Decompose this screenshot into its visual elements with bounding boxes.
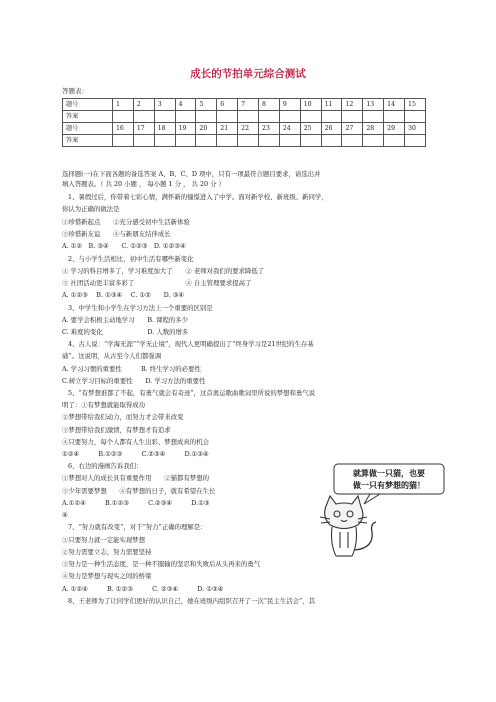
question-number-cell: 16 (113, 123, 134, 135)
question-number-cell: 13 (363, 99, 384, 111)
text-line: ③少年需要梦想 ④有梦想的日子，就有希望在生长 (62, 487, 216, 495)
question-number-cell: 10 (300, 99, 321, 111)
answer-cell[interactable] (405, 135, 426, 147)
cat-cartoon (300, 462, 450, 562)
row-header-cell: 答案 (63, 135, 113, 147)
question-number-cell: 2 (133, 99, 154, 111)
answer-cell[interactable] (217, 135, 238, 147)
text-line: 6、右边的漫画告诉我们： (68, 462, 143, 470)
text-line: A. 要学会积极主动地学习 B. 课程的多少 (62, 316, 189, 324)
text-line: ④努力是梦想与现实之间的桥梁 (62, 572, 152, 580)
text-line: ① 学习的科目增多了，学习难度加大了 ② 老师对我们的要求降低了 (62, 267, 265, 275)
answer-table-row (63, 99, 426, 111)
answer-cell[interactable] (342, 135, 363, 147)
text-line: 4、古人说：“学海无涯”“学无止境”，现代人更明确提出了“终身学习是21世纪的生存基 (68, 340, 314, 348)
row-header-cell: 题号 (63, 123, 113, 135)
question-number-cell: 27 (342, 123, 363, 135)
text-line: C.树立学习目标的重要性 D. 学习方法的重要性 (62, 377, 206, 385)
answer-table (62, 98, 426, 147)
question-number-cell: 1 (113, 99, 134, 111)
question-number-cell: 21 (217, 123, 238, 135)
answer-cell[interactable] (259, 135, 280, 147)
answer-cell[interactable] (363, 111, 384, 123)
answer-table-row (63, 123, 426, 135)
text-line: A. 学习习惯的重要性 B. 终生学习的必要性 (62, 365, 201, 373)
speech-bubble-line2: 做一只有梦想的猫！ (353, 481, 425, 490)
text-line: ④只要努力，每个人都有人生出彩、梦想成真的机会 (62, 438, 209, 446)
question-number-cell: 15 (405, 99, 426, 111)
answer-table-label: 答题表： (62, 87, 88, 95)
answer-table-row (63, 111, 426, 123)
answer-cell[interactable] (279, 135, 300, 147)
answer-cell[interactable] (175, 135, 196, 147)
answer-cell[interactable] (279, 111, 300, 123)
answer-cell[interactable] (113, 135, 134, 147)
text-line: 你认为正确的做法是 (62, 205, 120, 213)
text-line: ④ (62, 511, 68, 519)
text-line: ③努力是一种生活态度，是一种不服输的坚忍和失败后从头再来的勇气 (62, 560, 261, 568)
answer-cell[interactable] (217, 111, 238, 123)
question-number-cell: 7 (238, 99, 259, 111)
answer-cell[interactable] (300, 111, 321, 123)
text-line: ①珍惜新起点 ②充分感受初中生活新体验 (62, 218, 190, 226)
answer-table-row (63, 135, 426, 147)
text-line: ①梦想对人的成长具有重要作用 ②猫都有梦想的 (62, 474, 209, 482)
text-line: C. 难度的变化 D. 人数的增多 (62, 328, 189, 336)
answer-cell[interactable] (154, 111, 175, 123)
answer-cell[interactable] (259, 111, 280, 123)
text-line: 明了：①有梦想就能取得成功 (62, 401, 146, 409)
question-number-cell: 25 (300, 123, 321, 135)
answer-cell[interactable] (196, 111, 217, 123)
question-number-cell: 22 (238, 123, 259, 135)
question-number-cell: 14 (384, 99, 405, 111)
answer-cell[interactable] (154, 135, 175, 147)
text-line: ③珍惜新友谊 ④与新朋友结伴成长 (62, 230, 171, 238)
question-number-cell: 9 (279, 99, 300, 111)
answer-cell[interactable] (405, 111, 426, 123)
text-line: 8、王老师为了让同学们更好的认识自己，她在班级内组织召开了一次“民主生活会”，其 (68, 597, 316, 605)
answer-cell[interactable] (133, 135, 154, 147)
answer-cell[interactable] (113, 111, 134, 123)
row-header-cell: 答案 (63, 111, 113, 123)
question-number-cell: 5 (196, 99, 217, 111)
answer-cell[interactable] (321, 111, 342, 123)
answer-cell[interactable] (342, 111, 363, 123)
question-number-cell: 26 (321, 123, 342, 135)
question-number-cell: 30 (405, 123, 426, 135)
question-number-cell: 19 (175, 123, 196, 135)
question-number-cell: 29 (384, 123, 405, 135)
text-line: ③ 社团活动更丰富多彩了 ④ 自主管理要求提高了 (62, 279, 252, 287)
question-number-cell: 4 (175, 99, 196, 111)
text-line: 5、“有梦想谁都了不起，有勇气就会有奇迹”，这首奥运歌曲歌词里所说的梦想和勇气说 (68, 389, 316, 397)
answer-cell[interactable] (300, 135, 321, 147)
text-line: 7、“努力就有改变”，对于“努力”正确的理解是： (68, 523, 207, 531)
text-line: ①②④ B.①②③ C.②③④ D.①③④ (62, 450, 209, 458)
text-line: ③梦想带给我们激情，有梦想才有追求 (62, 426, 171, 434)
answer-cell[interactable] (384, 111, 405, 123)
question-number-cell: 3 (154, 99, 175, 111)
question-number-cell: 23 (259, 123, 280, 135)
text-line: ②梦想带给我们动力，而努力才会带来改变 (62, 413, 184, 421)
text-line: ②努力需要立志，努力需要坚持 (62, 548, 152, 556)
question-number-cell: 17 (133, 123, 154, 135)
text-line: A. ①② B. ③④ C. ①②③ D. ①②③④ (62, 242, 186, 250)
answer-cell[interactable] (196, 135, 217, 147)
text-line: A. ①②④ B. ①②③ C. ②③④ D. ①③④ (62, 585, 224, 593)
text-line: 选择题(一)在下面各题的备选答案 A、B、C、D 项中，只有一项最符合题目要求，请选出并 (62, 170, 321, 178)
answer-cell[interactable] (133, 111, 154, 123)
text-line: 础”。这说明，从古至今人们都强调 (62, 352, 162, 360)
question-number-cell: 12 (342, 99, 363, 111)
question-number-cell: 18 (154, 123, 175, 135)
answer-cell[interactable] (321, 135, 342, 147)
text-line: 1、暑假过后，你带着七彩心情，满怀新的憧憬进入了中学。面对新学校、新班级、新同学， (68, 193, 328, 201)
text-line: 2、与小学生活相比，初中生活有哪些新变化 (68, 255, 194, 263)
row-header-cell: 题号 (63, 99, 113, 111)
text-line: A. ①②③ B. ①③④ C. ①② D. ③④ (62, 291, 185, 299)
page-title: 成长的节拍单元综合测试 (190, 68, 306, 80)
speech-bubble-line1: 就算做一只猫，也要 (353, 469, 425, 478)
question-number-cell: 24 (279, 123, 300, 135)
text-line: 填入答题表。（ 共 20 小题 ， 每小题 1 分 ， 共 20 分 ） (62, 180, 225, 188)
question-number-cell: 28 (363, 123, 384, 135)
answer-cell[interactable] (384, 135, 405, 147)
answer-cell[interactable] (363, 135, 384, 147)
text-line: 3、中学生和小学生在学习方法上一个重要的区别是 (68, 304, 213, 312)
answer-cell[interactable] (238, 111, 259, 123)
answer-cell[interactable] (238, 135, 259, 147)
cat-icon (320, 496, 376, 556)
question-number-cell: 20 (196, 123, 217, 135)
question-number-cell: 6 (217, 99, 238, 111)
question-number-cell: 8 (259, 99, 280, 111)
text-line: ①只要努力就一定能实现梦想 (62, 536, 146, 544)
answer-cell[interactable] (175, 111, 196, 123)
text-line: A.①②④ B.①②③ C.②③④ D.①③ (62, 499, 210, 507)
question-number-cell: 11 (321, 99, 342, 111)
